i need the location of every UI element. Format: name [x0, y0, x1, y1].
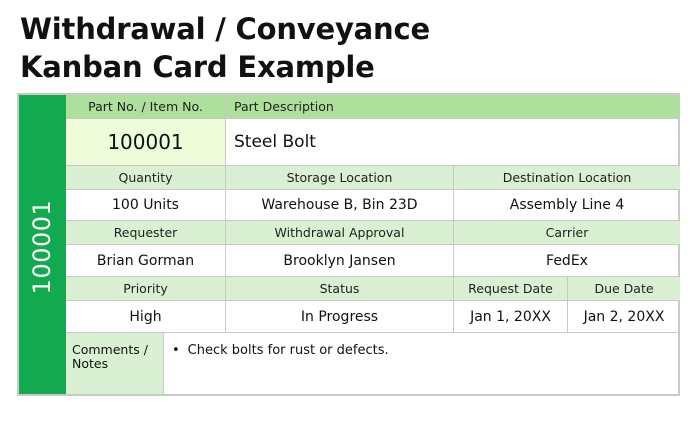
request-date-label: Request Date	[454, 277, 568, 301]
withdrawal-approval-label: Withdrawal Approval	[226, 221, 454, 245]
notes-label-line-1: Comments /	[72, 342, 148, 357]
part-description-value: Steel Bolt	[226, 119, 680, 166]
title-line-1: Withdrawal / Conveyance	[20, 12, 430, 46]
notes-label-line-2: Notes	[72, 356, 109, 371]
notes-item: Check bolts for rust or defects.	[187, 343, 389, 358]
side-part-number: 100001	[28, 199, 56, 295]
title-line-2: Kanban Card Example	[20, 50, 375, 84]
carrier-label: Carrier	[454, 221, 680, 245]
due-date-value: Jan 2, 20XX	[568, 301, 680, 333]
quantity-label: Quantity	[66, 166, 226, 190]
carrier-value: FedEx	[454, 245, 680, 277]
part-description-header: Part Description	[226, 95, 680, 119]
destination-location-value: Assembly Line 4	[454, 190, 680, 221]
card-side-strip	[19, 95, 66, 394]
requester-value: Brian Gorman	[66, 245, 226, 277]
part-no-header: Part No. / Item No.	[66, 95, 226, 119]
quantity-value: 100 Units	[66, 190, 226, 221]
storage-location-label: Storage Location	[226, 166, 454, 190]
part-number-value: 100001	[66, 119, 226, 166]
due-date-label: Due Date	[568, 277, 680, 301]
priority-label: Priority	[66, 277, 226, 301]
status-label: Status	[226, 277, 454, 301]
status-value: In Progress	[226, 301, 454, 333]
requester-label: Requester	[66, 221, 226, 245]
storage-location-value: Warehouse B, Bin 23D	[226, 190, 454, 221]
page-title	[20, 10, 430, 86]
kanban-card	[17, 93, 680, 396]
priority-value: High	[66, 301, 226, 333]
request-date-value: Jan 1, 20XX	[454, 301, 568, 333]
notes-label	[66, 333, 164, 394]
withdrawal-approval-value: Brooklyn Jansen	[226, 245, 454, 277]
notes-bullet: •	[172, 343, 180, 358]
notes-content	[164, 333, 680, 394]
destination-location-label: Destination Location	[454, 166, 680, 190]
